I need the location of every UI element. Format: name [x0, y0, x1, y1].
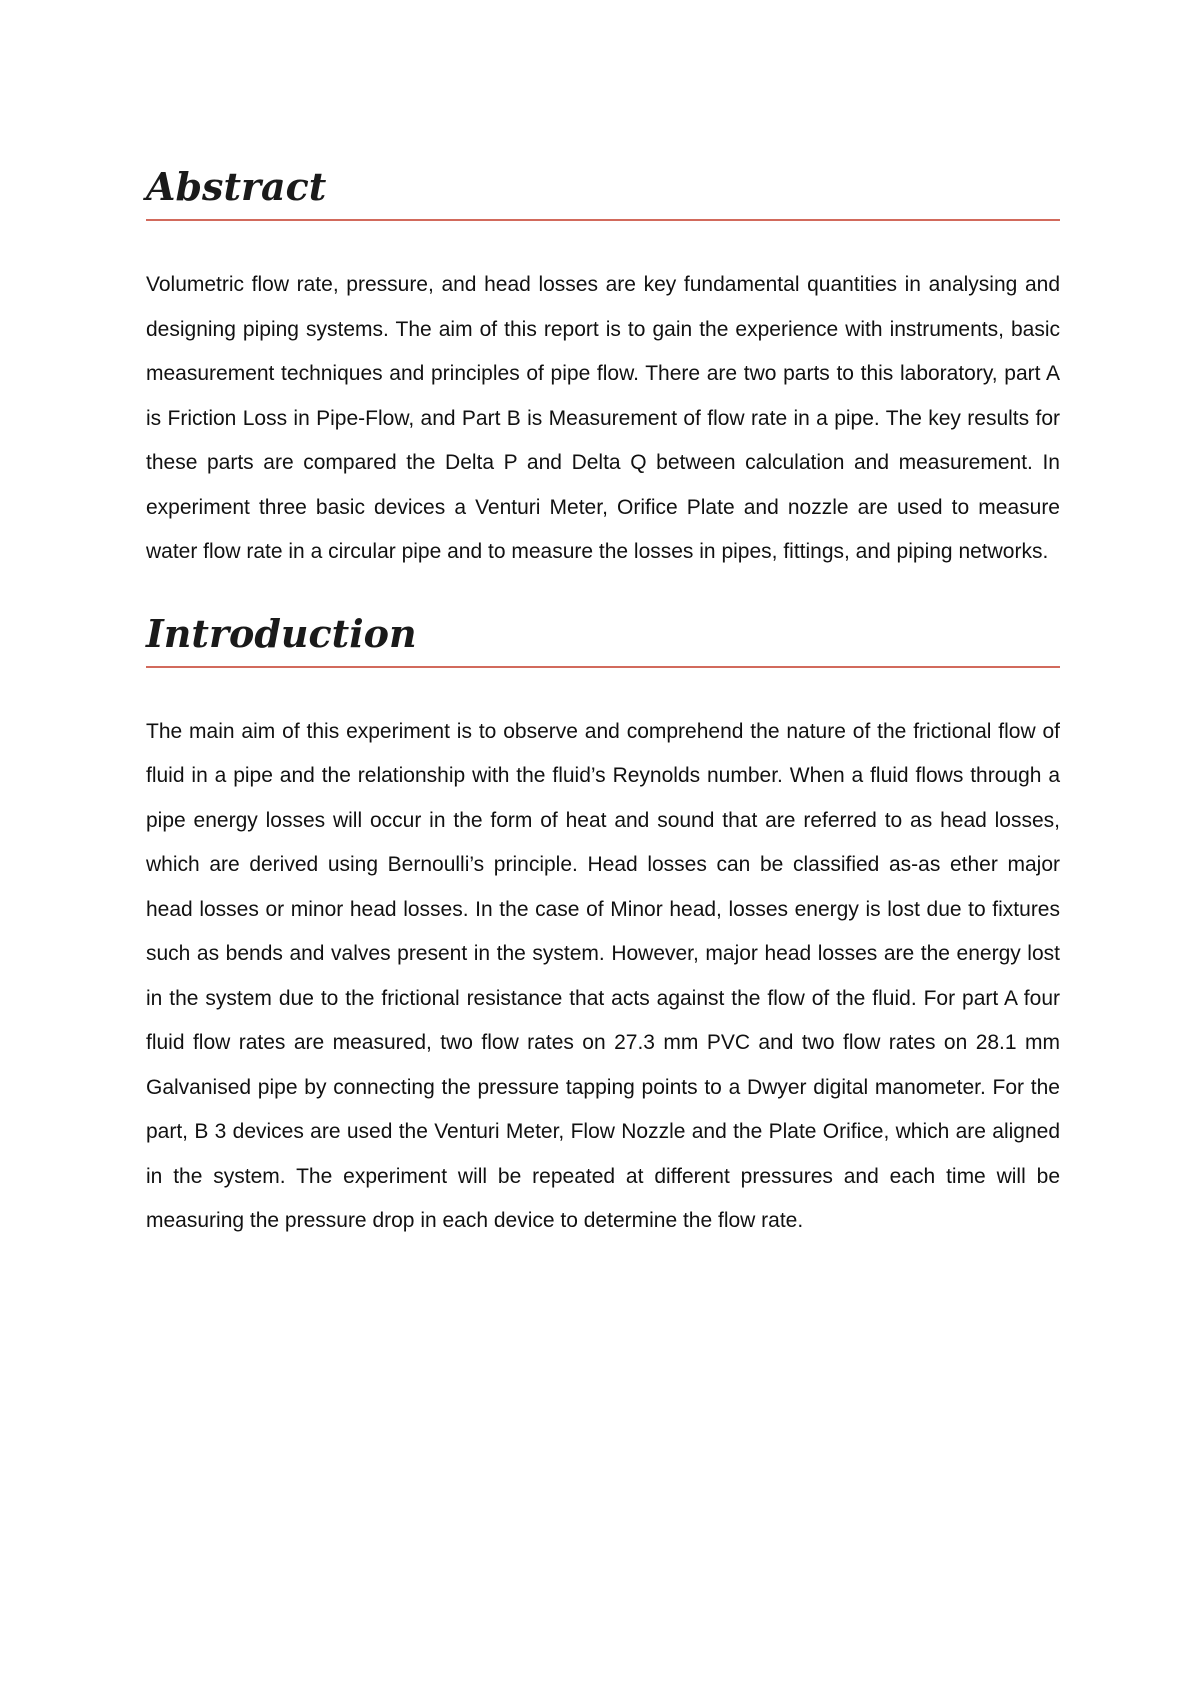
introduction-paragraph: The main aim of this experiment is to observe and comprehend the nature of the frictional flow of fluid in a pipe and the relationship with the fluid’s Reynolds number. When a fluid flows through a pipe energy losses will occur in the form of heat and sound that are referred to as head losses, which are derived using Bernoulli’s principle. Head losses can be classified as-as ether major head losses or minor head losses. In the case of Minor head, losses energy is lost due to fixtures such as bends and valves present in the system. However, major head losses are the energy lost in the system due to the frictional resistance that acts against the flow of the fluid. For part A four fluid flow rates are measured, two flow rates on 27.3 mm PVC and two flow rates on 28.1 mm Galvanised pipe by connecting the pressure tapping points to a Dwyer digital manometer. For the part, B 3 devices are used the Venturi Meter, Flow Nozzle and the Plate Orifice, which are aligned in the system. The experiment will be repeated at different pressures and each time will be measuring the pressure drop in each device to determine the flow rate. — [146, 719, 1060, 1232]
introduction-heading: Introduction — [146, 615, 1060, 668]
abstract-paragraph: Volumetric flow rate, pressure, and head losses are key fundamental quantities in analysing and designing piping systems. The aim of this report is to gain the experience with instruments, basic measurement techniques and principles of pipe flow. There are two parts to this laboratory, part A is Friction Loss in Pipe-Flow, and Part B is Measurement of flow rate in a pipe. The key results for these parts are compared the Delta P and Delta Q between calculation and measurement. In experiment three basic devices a Venturi Meter, Orifice Plate and nozzle are used to measure water flow rate in a circular pipe and to measure the losses in pipes, fittings, and piping networks. — [146, 273, 1060, 563]
abstract-heading: Abstract — [146, 168, 1060, 221]
page-content — [146, 164, 1060, 1244]
abstract-section — [146, 164, 1060, 575]
introduction-section — [146, 610, 1060, 1244]
